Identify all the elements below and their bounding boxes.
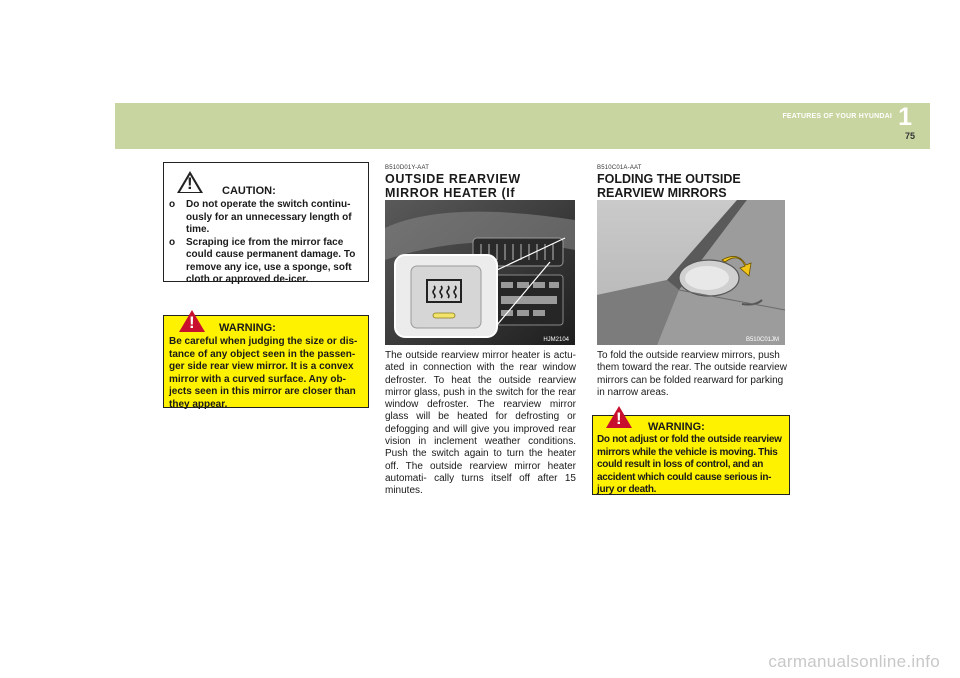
chapter-number: 1 [898, 103, 912, 131]
section-code: B510D01Y-AAT [385, 165, 430, 171]
section-heading: FOLDING THE OUTSIDE REARVIEW MIRRORS [597, 172, 741, 200]
warning-title: WARNING: [219, 322, 276, 334]
warning-text: Be careful when judging the size or dis- tance of any object seen in the passen- ger side rear view mirror. It is a convex mirror with a curved surface. Any ob- jects seen in this mirror are closer than they appear. [169, 336, 358, 410]
caution-title: CAUTION: [222, 185, 276, 197]
warning-box-left [163, 315, 369, 408]
section-body: The outside rearview mirror heater is actu- ated in connection with the rear window defroster. To heat the outside rearview mirror glass, push in the switch for the rear window defroster. The rearview mirror glass will be heated for defrosting or defogging and will give you improved rear vision in inclement weather conditions. Push the switch again to turn the heater off. The outside rearview mirror heater automati- cally turns itself off after 15 minutes. [385, 350, 576, 497]
page-header-band [115, 103, 930, 149]
watermark: carmanualsonline.info [768, 652, 940, 671]
caution-item [169, 237, 365, 287]
warning-box-right [592, 409, 790, 495]
mirror-illustration [597, 200, 785, 345]
section-body: To fold the outside rearview mirrors, push them toward the rear. The outside rearview mirrors can be folded rearward for parking in narrow areas. [597, 350, 787, 398]
exclamation-icon: ! [189, 313, 195, 332]
exclamation-icon: ! [616, 409, 622, 428]
exclamation-icon: ! [187, 174, 193, 193]
caution-bullet: o [169, 236, 176, 248]
caution-item [169, 199, 365, 237]
section-heading: OUTSIDE REARVIEW MIRROR HEATER (If [385, 172, 521, 200]
mirror-folding-photo [597, 200, 785, 345]
caution-bullet: o [169, 199, 176, 210]
heater-switch-photo [385, 200, 575, 345]
page-number: 75 [904, 131, 915, 141]
section-label: FEATURES OF YOUR HYUNDAI [782, 113, 892, 120]
warning-title: WARNING: [648, 421, 705, 433]
caution-item-text: Scraping ice from the mirror face could cause permanent damage. To remove any ice, use a sponge, soft cloth or approved de-icer. [186, 236, 356, 285]
caution-item-text: Do not operate the switch continu- ously for an unnecessary length of time. [186, 199, 352, 235]
caution-box [163, 162, 369, 285]
image-code: B510C01JM [745, 337, 779, 343]
section-code: B510C01A-AAT [597, 165, 642, 171]
caution-list [169, 199, 365, 287]
warning-text: Do not adjust or fold the outside rearview mirrors while the vehicle is moving. This could result in loss of control, and an accident which could cause serious in- jury or death. [597, 434, 782, 495]
image-code: HJM2104 [543, 337, 569, 343]
dashboard-illustration [385, 200, 575, 345]
